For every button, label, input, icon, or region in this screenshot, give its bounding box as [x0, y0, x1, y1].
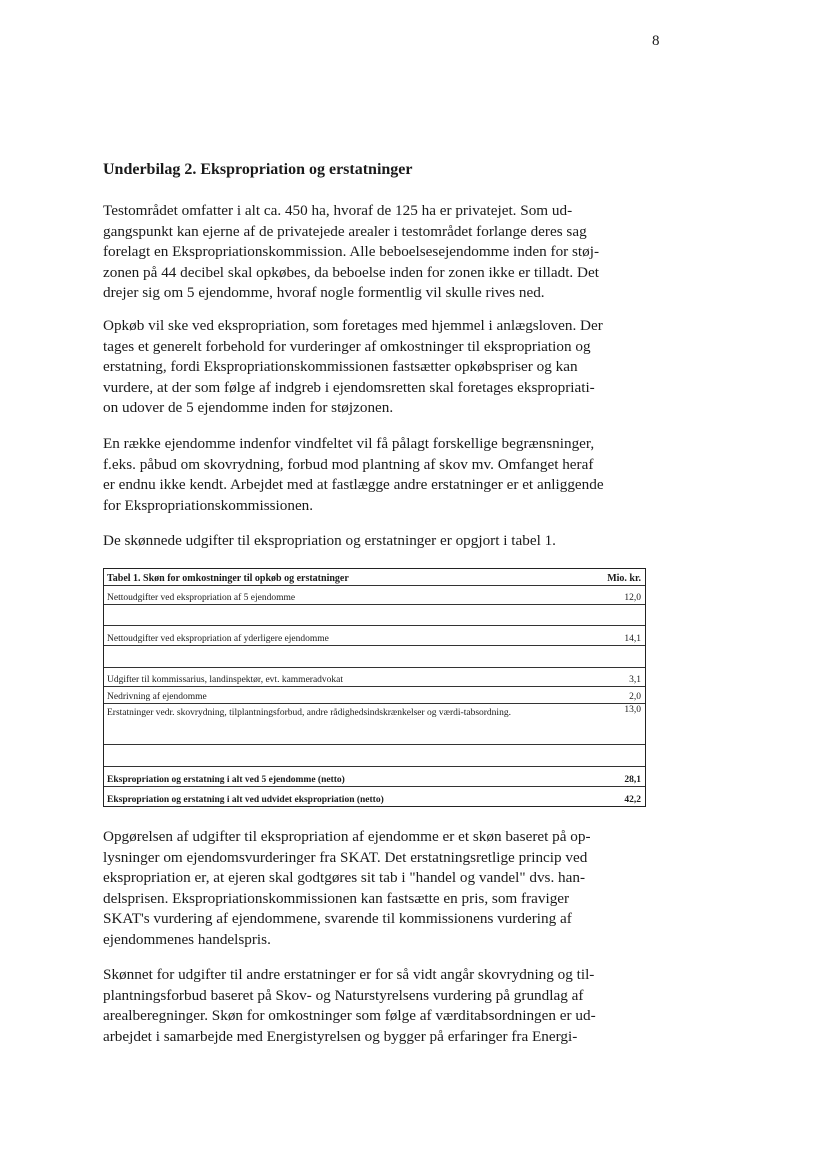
table-row — [104, 704, 645, 745]
paragraph-4 — [103, 531, 643, 552]
table-row — [104, 687, 645, 704]
table-total-row — [104, 767, 645, 787]
table-header-row — [104, 569, 645, 586]
text-line: De skønnede udgifter til ekspropriation og erstatninger er opgjort i tabel 1. — [103, 532, 556, 549]
table-row — [104, 668, 645, 687]
text-line: En række ejendomme indenfor vindfeltet vil få pålagt forskellige begrænsninger, — [103, 435, 595, 452]
text-line: ekspropriation er, at ejeren skal godtgøres sit tab i "handel og vandel" dvs. han- — [103, 869, 586, 886]
table-row — [104, 586, 645, 605]
row-label: Ekspropriation og erstatning i alt ved 5 ejendomme (netto) — [107, 775, 345, 785]
text-line: gangspunkt kan ejerne af de privatejede arealer i testområdet forlange deres sag — [103, 222, 587, 240]
row-label: Erstatninger vedr. skovrydning, tilplantningsforbud, andre rådighedsindskrænkelser og værdi-tabsordning. — [107, 708, 511, 718]
row-label: Nettoudgifter ved ekspropriation af yderligere ejendomme — [107, 634, 329, 644]
row-value: 42,2 — [624, 795, 641, 805]
text-line: SKAT's vurdering af ejendommene, svarende til kommissionens vurdering af — [103, 910, 572, 927]
page-number: 8 — [652, 33, 660, 49]
text-line: arbejdet i samarbejde med Energistyrelsen og bygger på erfaringer fra Energi- — [103, 1027, 578, 1045]
table-spacer-row — [104, 745, 645, 767]
paragraph-1 — [103, 201, 643, 304]
text-line: Opgørelsen af udgifter til ekspropriation af ejendomme er et skøn baseret på op- — [103, 828, 591, 845]
row-value: 28,1 — [624, 775, 641, 785]
section-heading: Underbilag 2. Ekspropriation og erstatninger — [103, 161, 413, 178]
text-line: tages et generelt forbehold for vurderinger af omkostninger til ekspropriation og — [103, 337, 591, 355]
paragraph-5 — [103, 827, 643, 950]
table-spacer-row — [104, 646, 645, 668]
text-line: Skønnet for udgifter til andre erstatninger er for så vidt angår skovrydning og til- — [103, 966, 595, 983]
paragraph-6 — [103, 965, 643, 1047]
row-label: Ekspropriation og erstatning i alt ved udvidet ekspropriation (netto) — [107, 795, 384, 805]
row-value: 14,1 — [624, 634, 641, 644]
text-line: er endnu ikke kendt. Arbejdet med at fastlægge andre erstatninger er et anliggende — [103, 476, 604, 493]
row-label: Nettoudgifter ved ekspropriation af 5 ejendomme — [107, 593, 296, 603]
table-title: Tabel 1. Skøn for omkostninger til opkøb og erstatninger — [107, 573, 349, 584]
row-label: Udgifter til kommissarius, landinspektør, evt. kammeradvokat — [107, 675, 344, 685]
text-line: Testområdet omfatter i alt ca. 450 ha, hvoraf de 125 ha er privatejet. Som ud- — [103, 202, 573, 219]
text-line: ejendommenes handelspris. — [103, 930, 271, 948]
text-line: vurdere, at der som følge af indgreb i ejendomsretten skal foretages ekspropriati- — [103, 378, 595, 396]
text-line: lysninger om ejendomsvurderinger fra SKAT. Det erstatningsretlige princip ved — [103, 848, 588, 866]
text-line: forelagt en Ekspropriationskommission. Alle beboelsesejendomme inden for støj- — [103, 243, 600, 260]
row-value: 3,1 — [629, 675, 641, 685]
row-value: 13,0 — [624, 705, 641, 715]
table-total-row — [104, 787, 645, 806]
text-line: plantningsforbud baseret på Skov- og Naturstyrelsens vurdering på grundlag af — [103, 986, 584, 1004]
text-line: drejer sig om 5 ejendomme, hvoraf nogle formentlig vil skulle rives ned. — [103, 284, 545, 301]
table-spacer-row — [104, 605, 645, 626]
text-line: delsprisen. Ekspropriationskommissionen kan fastsætte en pris, som fraviger — [103, 889, 570, 907]
text-line: for Ekspropriationskommissionen. — [103, 496, 314, 514]
table-row — [104, 626, 645, 646]
text-line: Opkøb vil ske ved ekspropriation, som foretages med hjemmel i anlægsloven. Der — [103, 317, 603, 334]
text-line: arealberegninger. Skøn for omkostninger som følge af værditabsordningen er ud- — [103, 1007, 596, 1024]
table-unit-header: Mio. kr. — [607, 573, 641, 584]
paragraph-3 — [103, 434, 643, 516]
row-value: 12,0 — [624, 593, 641, 603]
paragraph-2 — [103, 316, 643, 419]
text-line: on udover de 5 ejendomme inden for støjzonen. — [103, 399, 394, 416]
text-line: f.eks. påbud om skovrydning, forbud mod plantning af skov mv. Omfanget heraf — [103, 455, 594, 473]
text-line: zonen på 44 decibel skal opkøbes, da beboelse inden for zonen ikke er tilladt. Det — [103, 263, 599, 281]
cost-table — [103, 568, 646, 807]
row-value: 2,0 — [629, 692, 641, 702]
row-label: Nedrivning af ejendomme — [107, 692, 207, 702]
text-line: erstatning, fordi Ekspropriationskommissionen fastsætter opkøbspriser og kan — [103, 358, 578, 375]
